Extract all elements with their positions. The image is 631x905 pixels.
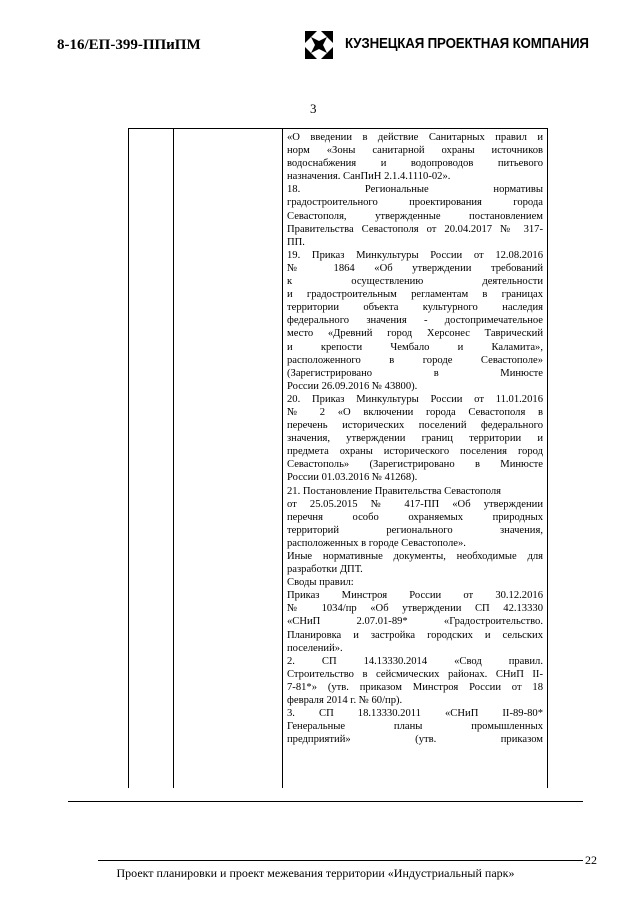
table-text-line: 21. Постановление Правительства Севастополя bbox=[287, 485, 502, 497]
table-text-line: февраля 2014 г. № 60/пр). bbox=[287, 695, 403, 707]
table-text-line: Строительство в сейсмических районах. СНиП II- bbox=[287, 668, 543, 680]
table-text-line: значения, утверждении границ территории и bbox=[287, 433, 543, 445]
table-text-line: Планировка и застройка городских и сельских bbox=[287, 629, 543, 641]
table-text-line: 18. Региональные нормативы bbox=[287, 184, 543, 196]
table-text-line: федерального значения - достопримечательное bbox=[287, 315, 543, 327]
table-text-line: 20. Приказ Минкультуры России от 11.01.2016 bbox=[287, 393, 543, 405]
company-name: КУЗНЕЦКАЯ ПРОЕКТНАЯ КОМПАНИЯ bbox=[345, 36, 589, 52]
table-text-line: расположенных в городе Севастополе». bbox=[287, 537, 466, 549]
footer-page-number: 22 bbox=[585, 853, 597, 867]
table-text-line: «СНиП 2.07.01-89* «Градостроительство. bbox=[287, 616, 543, 628]
page-number: 3 bbox=[310, 101, 317, 116]
table-text-line: Иные нормативные документы, необходимые для bbox=[287, 551, 543, 562]
table-text-line: № 1864 «Об утверждении требований bbox=[287, 262, 543, 274]
table-text-line: Своды правил: bbox=[287, 577, 354, 589]
table-column-divider-2 bbox=[282, 129, 283, 788]
table-text-line: место «Древний город Херсонес Таврический bbox=[287, 328, 543, 340]
table-text-line: и градостроительным регламентам в границах bbox=[287, 289, 543, 301]
table-text-line: территорий регионального значения, bbox=[287, 524, 543, 536]
table-column-divider-1 bbox=[173, 129, 174, 788]
table-text-line: перечень исторических поселений федерального bbox=[287, 420, 543, 432]
document-code: 8-16/ЕП-399-ППиПМ bbox=[57, 37, 201, 53]
page-divider bbox=[68, 801, 583, 802]
footer-title: Проект планировки и проект межевания территории «Индустриальный парк» bbox=[116, 866, 515, 880]
table-text-line: предмета охраны исторического поселения город bbox=[287, 446, 543, 458]
table-text-line: норм «Зоны санитарной охраны источников bbox=[287, 145, 543, 157]
table-text-line: предприятий» (утв. приказом bbox=[287, 734, 543, 746]
table-text-line: 7-81*» (утв. приказом Минстроя России от 18 bbox=[287, 681, 543, 693]
table-text-line: водоснабжения и водопроводов питьевого bbox=[287, 158, 543, 170]
table-text-line: 2. СП 14.13330.2014 «Свод правил. bbox=[287, 655, 543, 667]
table-text-line: России 26.09.2016 № 43800). bbox=[287, 380, 418, 392]
table-text-line: разработки ДПТ. bbox=[287, 564, 363, 576]
table-text-line: «О введении в действие Санитарных правил и bbox=[287, 132, 543, 143]
table-text-line: России 01.03.2016 № 41268). bbox=[287, 472, 418, 484]
footer-rule bbox=[98, 860, 583, 861]
table-text-line: Севастополь» (Зарегистрировано в Минюсте bbox=[287, 459, 543, 471]
regulations-table bbox=[128, 128, 548, 788]
table-text-line: территории объекта культурного наследия bbox=[287, 302, 543, 314]
table-text-line: расположенного в городе Севастополе» bbox=[287, 354, 543, 366]
table-text-line: Генеральные планы промышленных bbox=[287, 721, 543, 733]
table-text-line: № 1034/пр «Об утверждении СП 42.13330 bbox=[287, 603, 543, 615]
table-text-line: (Зарегистрировано в Минюсте bbox=[287, 367, 543, 379]
table-text-line: и крепости Чембало и Каламита», bbox=[287, 341, 543, 353]
table-text-line: 19. Приказ Минкультуры России от 12.08.2016 bbox=[287, 249, 543, 261]
table-text-line: Приказ Минстроя России от 30.12.2016 bbox=[287, 590, 543, 602]
table-text-line: градостроительного проектирования города bbox=[287, 197, 543, 209]
table-text-line: поселений». bbox=[287, 642, 343, 654]
company-logo-icon bbox=[305, 31, 333, 59]
table-text-line: № 2 «О включении города Севастополя в bbox=[287, 406, 543, 418]
table-text-line: 3. СП 18.13330.2011 «СНиП II-89-80* bbox=[287, 708, 543, 720]
table-text-line: Севастополя, утвержденные постановлением bbox=[287, 210, 543, 222]
table-text-line: перечня особо охраняемых природных bbox=[287, 511, 543, 523]
table-content-cell bbox=[287, 131, 543, 746]
table-text-line: к осуществлению деятельности bbox=[287, 276, 543, 288]
table-text-line: ПП. bbox=[287, 236, 305, 248]
table-text-line: назначения. СанПиН 2.1.4.1110-02». bbox=[287, 171, 451, 183]
table-text-line: от 25.05.2015 № 417-ПП «Об утверждении bbox=[287, 498, 543, 510]
table-text-line: Правительства Севастополя от 20.04.2017 № 317- bbox=[287, 223, 543, 235]
